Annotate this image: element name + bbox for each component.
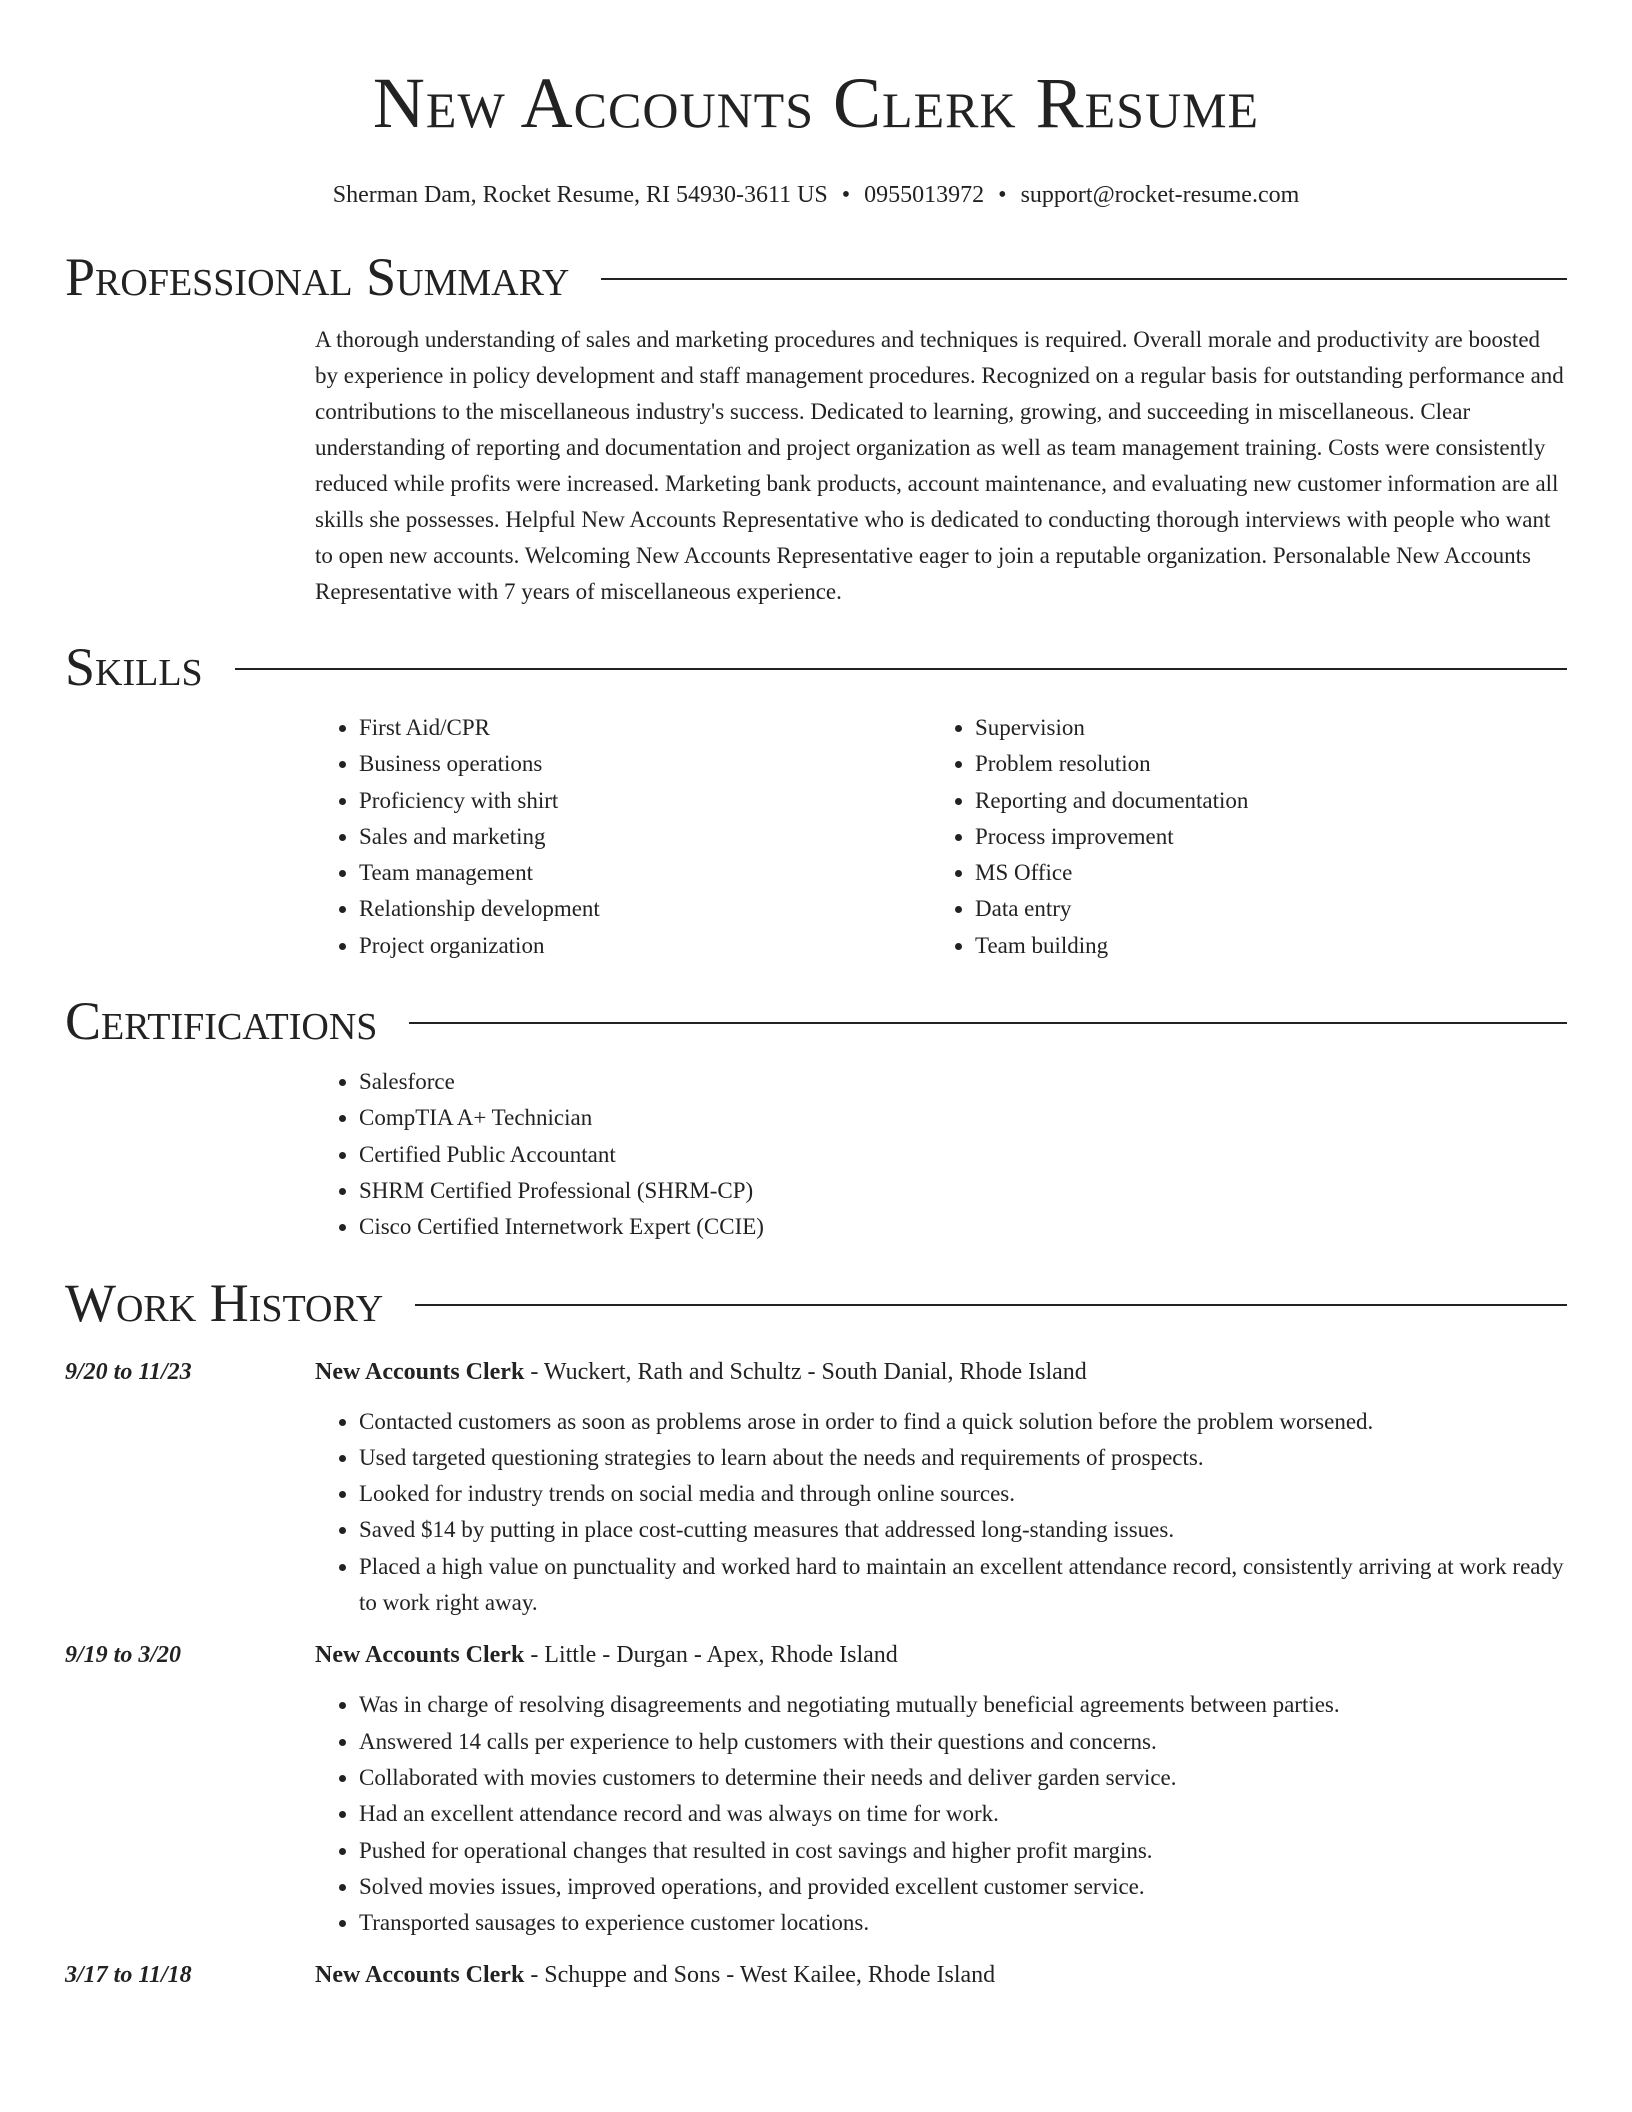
job-bullet: • Answered 14 calls per experience to help customers with their questions and concerns. xyxy=(359,1724,1567,1760)
contact-separator: • xyxy=(998,182,1007,208)
section-divider xyxy=(601,278,1567,280)
section-divider xyxy=(415,1304,1567,1306)
job-bullet: • Placed a high value on punctuality and worked hard to maintain an excellent attendance record, consistently arriving at work ready to work right away. xyxy=(359,1549,1567,1622)
job-dates: 9/20 to 11/23 xyxy=(65,1358,192,1385)
certification-item: • Salesforce xyxy=(359,1064,1567,1100)
job-heading xyxy=(315,1354,1087,1390)
job-entry-header xyxy=(65,1354,1567,1390)
skill-item: • Relationship development xyxy=(359,891,931,927)
skill-item: • Proficiency with shirt xyxy=(359,783,931,819)
skill-item: • Problem resolution xyxy=(975,746,1547,782)
job-bullet: • Had an excellent attendance record and was always on time for work. xyxy=(359,1796,1567,1832)
job-dates: 3/17 to 11/18 xyxy=(65,1962,192,1989)
job-title: New Accounts Clerk xyxy=(315,1642,525,1669)
job-bullets xyxy=(315,1687,1567,1941)
skill-item: • Data entry xyxy=(975,891,1547,927)
skills-column-right xyxy=(931,710,1547,964)
job-bullet: • Saved $14 by putting in place cost-cutting measures that addressed long-standing issues. xyxy=(359,1512,1567,1548)
job-title: New Accounts Clerk xyxy=(315,1358,525,1385)
section-divider xyxy=(409,1022,1567,1024)
job-bullet: • Looked for industry trends on social media and through online sources. xyxy=(359,1476,1567,1512)
skill-item: • Process improvement xyxy=(975,819,1547,855)
job-bullet: • Solved movies issues, improved operations, and provided excellent customer service. xyxy=(359,1869,1567,1905)
summary-text: A thorough understanding of sales and marketing procedures and techniques is required. Overall morale and productivity are boosted by experience in policy development and staff management procedures. Recognized on a regular basis for outstanding performance and contributions to the miscellaneous industry's success. Dedicated to learning, growing, and succeeding in miscellaneous. Clear understanding of reporting and documentation and project organization as well as team management training. Costs were consistently reduced while profits were increased. Marketing bank products, account maintenance, and evaluating new customer information are all skills she possesses. Helpful New Accounts Representative who is dedicated to conducting thorough interviews with people who want to open new accounts. Welcoming New Accounts Representative eager to join a reputable organization. Personalable New Accounts Representative with 7 years of miscellaneous experience. xyxy=(315,327,1564,604)
work-heading: Work History xyxy=(65,1272,384,1333)
summary-heading: Professional Summary xyxy=(65,247,570,307)
work-section-header xyxy=(65,1270,1567,1336)
job-bullet: • Was in charge of resolving disagreements and negotiating mutually beneficial agreements between parties. xyxy=(359,1687,1567,1723)
job-title: New Accounts Clerk xyxy=(315,1962,525,1989)
certifications-list xyxy=(315,1064,1567,1245)
job-bullet: • Used targeted questioning strategies to learn about the needs and requirements of prospects. xyxy=(359,1440,1567,1476)
job-bullet: • Pushed for operational changes that resulted in cost savings and higher profit margins. xyxy=(359,1833,1567,1869)
contact-separator: • xyxy=(841,182,851,208)
job-entry-header xyxy=(65,1637,1567,1673)
certification-item: • Cisco Certified Internetwork Expert (CCIE) xyxy=(359,1209,1567,1245)
skills-column-left xyxy=(315,710,931,964)
job-employer: - Wuckert, Rath and Schultz - South Danial, Rhode Island xyxy=(524,1358,1087,1385)
section-divider xyxy=(235,668,1567,670)
skills-section-header xyxy=(65,634,1567,700)
skill-item: • MS Office xyxy=(975,855,1547,891)
skill-item: • Sales and marketing xyxy=(359,819,931,855)
skill-item: • Reporting and documentation xyxy=(975,783,1547,819)
job-employer: - Schuppe and Sons - West Kailee, Rhode Island xyxy=(524,1962,996,1989)
summary-section-header xyxy=(65,244,1567,310)
skill-item: • First Aid/CPR xyxy=(359,710,931,746)
skill-item: • Team management xyxy=(359,855,931,891)
certification-item: • Certified Public Accountant xyxy=(359,1137,1567,1173)
skills-heading: Skills xyxy=(65,637,203,697)
skills-list xyxy=(315,710,1567,964)
certification-item: • SHRM Certified Professional (SHRM-CP) xyxy=(359,1173,1567,1209)
job-employer: - Little - Durgan - Apex, Rhode Island xyxy=(524,1642,898,1669)
contact-line xyxy=(65,180,1567,210)
job-entry-header xyxy=(65,1957,1567,1993)
skill-item: • Project organization xyxy=(359,928,931,964)
job-dates: 9/19 to 3/20 xyxy=(65,1642,182,1669)
job-bullet: • Collaborated with movies customers to determine their needs and deliver garden service. xyxy=(359,1760,1567,1796)
contact-address: Sherman Dam, Rocket Resume, RI 54930-3611 US xyxy=(332,182,828,208)
certifications-section-header xyxy=(65,988,1567,1054)
job-heading xyxy=(315,1957,995,1993)
resume-title: New Accounts Clerk Resume xyxy=(372,63,1260,143)
certifications-heading: Certifications xyxy=(65,991,378,1052)
certification-item: • CompTIA A+ Technician xyxy=(359,1100,1567,1136)
job-bullet: • Contacted customers as soon as problems arose in order to find a quick solution before the problem worsened. xyxy=(359,1404,1567,1440)
job-bullets xyxy=(315,1404,1567,1622)
contact-phone: 0955013972 xyxy=(864,182,985,208)
job-heading xyxy=(315,1637,898,1673)
skill-item: • Supervision xyxy=(975,710,1547,746)
contact-email: support@rocket-resume.com xyxy=(1020,182,1300,208)
job-bullet: • Transported sausages to experience customer locations. xyxy=(359,1905,1567,1941)
skill-item: • Team building xyxy=(975,928,1547,964)
skill-item: • Business operations xyxy=(359,746,931,782)
